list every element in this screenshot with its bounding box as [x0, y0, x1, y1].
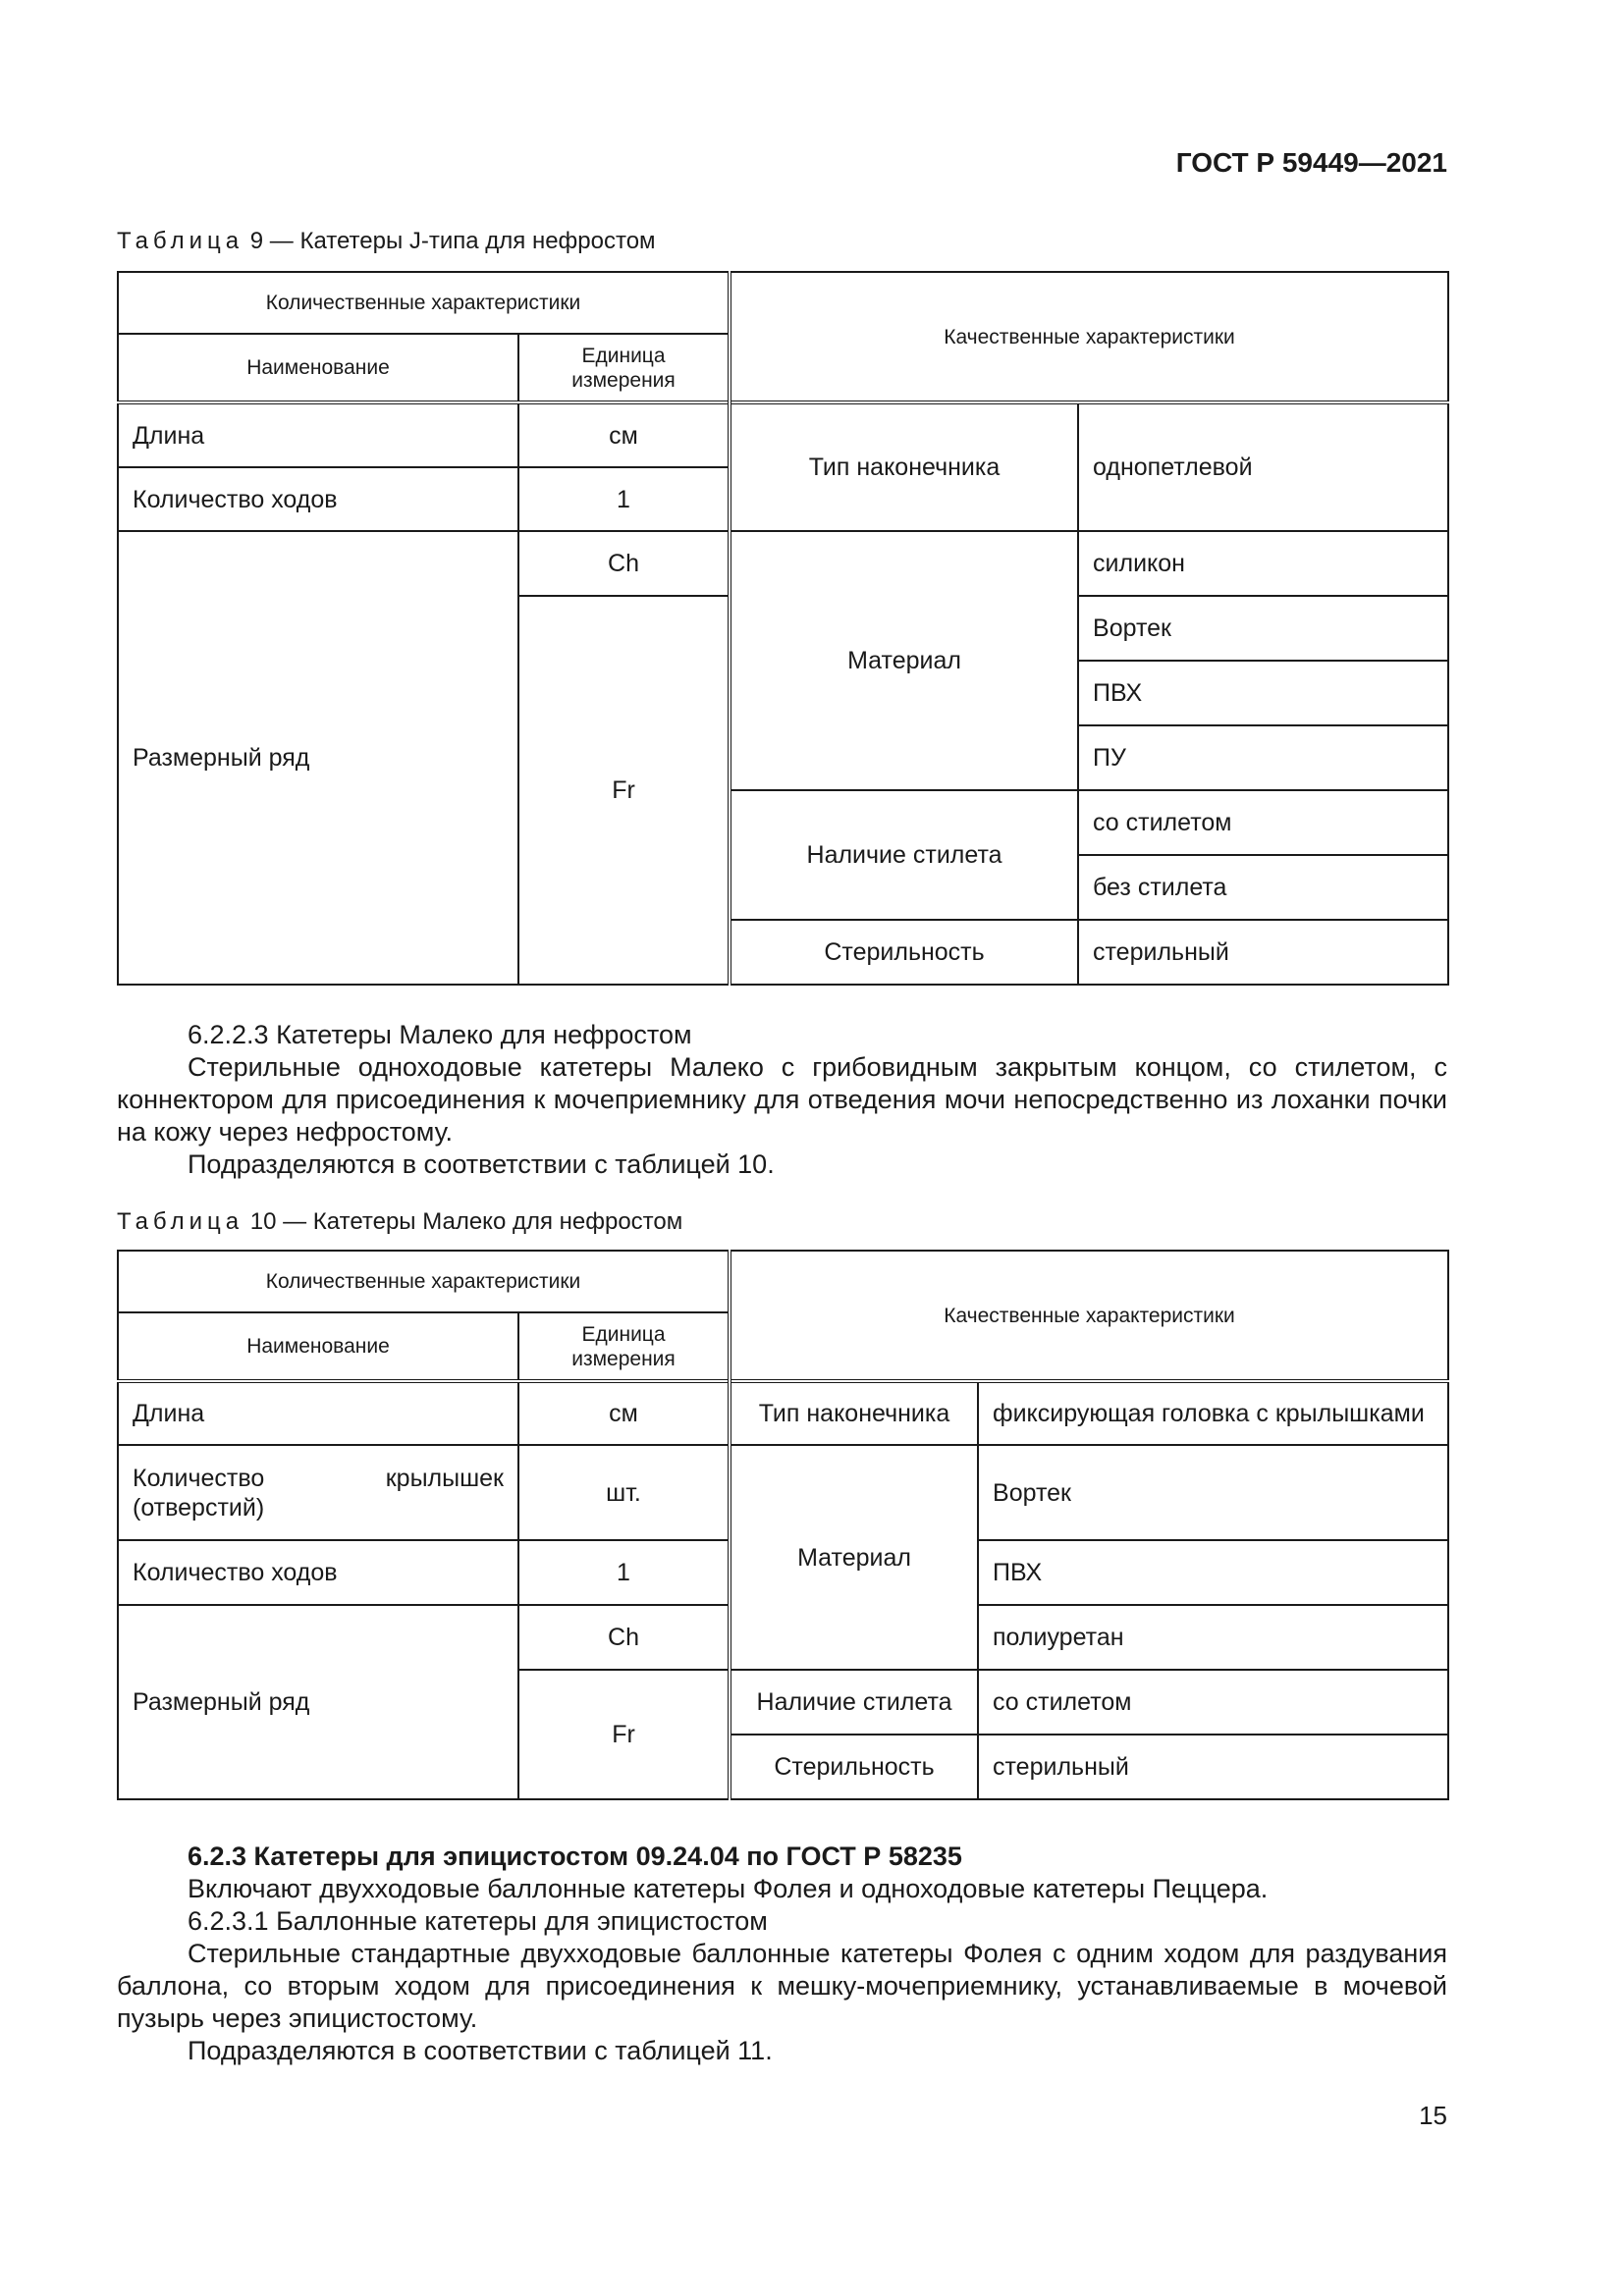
table9-channels-label: Количество ходов	[118, 467, 518, 531]
section-6-2-3-1-text: Стерильные стандартные двухходовые баллонные катетеры Фолея с одним ходом для раздувания баллона, со вторым ходом для присоединения к мешку-мочеприемнику, устанавливаемые в мочевой пузырь через эпицистостому.	[117, 1939, 1447, 2033]
table9-channels-unit: 1	[518, 467, 730, 531]
table9-size-label: Размерный ряд	[118, 531, 518, 985]
table9-stylet-without: без стилета	[1078, 855, 1448, 920]
section-6-2-3-1-heading: 6.2.3.1 Баллонные катетеры для эпицистостом	[188, 1906, 768, 1936]
table9-material-pu: ПУ	[1078, 725, 1448, 790]
table9-tip-value: однопетлевой	[1078, 402, 1448, 531]
table10-stylet-value: со стилетом	[978, 1670, 1448, 1735]
table9-material-silicone: силикон	[1078, 531, 1448, 596]
table9-qual-header: Качественные характеристики	[730, 272, 1448, 402]
table10-caption-word: Таблица	[117, 1208, 244, 1235]
table10-caption-text: 10 — Катетеры Малеко для нефростом	[244, 1208, 683, 1235]
table10-size-label: Размерный ряд	[118, 1605, 518, 1799]
table10-channels-unit: 1	[518, 1540, 730, 1605]
table10-size-ch: Ch	[518, 1605, 730, 1670]
table9-material-vortek: Вортек	[1078, 596, 1448, 661]
table10-tip-label: Тип наконечника	[730, 1381, 978, 1445]
table10-tip-value: фиксирующая головка с крылышками	[978, 1381, 1448, 1445]
table9-unit-header: Единица измерения	[518, 334, 730, 402]
table9-caption-text: 9 — Катетеры J-типа для нефростом	[244, 228, 656, 254]
table10-material-vortek: Вортек	[978, 1445, 1448, 1540]
table9-name-header: Наименование	[118, 334, 518, 402]
table9-sterility-value: стерильный	[1078, 920, 1448, 985]
table9	[117, 271, 1449, 986]
table10-material-polyurethane: полиуретан	[978, 1605, 1448, 1670]
section-6-2-3-1-reference: Подразделяются в соответствии с таблицей 11.	[188, 2036, 773, 2065]
table9-size-fr: Fr	[518, 596, 730, 985]
table10-unit-header: Единица измерения	[518, 1312, 730, 1381]
table9-material-pvc: ПВХ	[1078, 661, 1448, 725]
section-6-2-3-heading: 6.2.3 Катетеры для эпицистостом 09.24.04 по ГОСТ Р 58235	[188, 1842, 962, 1871]
document-code: ГОСТ Р 59449—2021	[1175, 147, 1447, 178]
table10-qual-header: Качественные характеристики	[730, 1251, 1448, 1381]
table10-wings-label: Количество крылышек (отверстий)	[118, 1445, 518, 1540]
table9-size-ch: Ch	[518, 531, 730, 596]
section-6-2-3-intro: Включают двухходовые баллонные катетеры Фолея и одноходовые катетеры Пеццера.	[188, 1874, 1269, 1903]
table9-stylet-label: Наличие стилета	[730, 790, 1078, 920]
section-6-2-2-3-heading: 6.2.2.3 Катетеры Малеко для нефростом	[188, 1020, 692, 1049]
table10-name-header: Наименование	[118, 1312, 518, 1381]
table9-tip-label: Тип наконечника	[730, 402, 1078, 531]
table10-length-label: Длина	[118, 1381, 518, 1445]
section-6-2-2-3-reference: Подразделяются в соответствии с таблицей 10.	[188, 1149, 775, 1179]
table10-sterility-label: Стерильность	[730, 1735, 978, 1799]
table9-caption	[117, 228, 656, 255]
page-number: 15	[1419, 2101, 1447, 2130]
table9-length-label: Длина	[118, 402, 518, 467]
table10-sterility-value: стерильный	[978, 1735, 1448, 1799]
table10-quant-header: Количественные характеристики	[118, 1251, 730, 1312]
table9-material-label: Материал	[730, 531, 1078, 790]
table10-material-label: Материал	[730, 1445, 978, 1670]
table9-sterility-label: Стерильность	[730, 920, 1078, 985]
table9-caption-word: Таблица	[117, 228, 244, 254]
section-6-2-2-3	[117, 1019, 1447, 1181]
table10-length-unit: см	[518, 1381, 730, 1445]
table10	[117, 1250, 1449, 1800]
table9-quant-header: Количественные характеристики	[118, 272, 730, 334]
table10-caption	[117, 1208, 682, 1236]
section-6-2-3	[117, 1841, 1447, 2067]
section-6-2-2-3-text: Стерильные одноходовые катетеры Малеко с грибовидным закрытым концом, со стилетом, с коннектором для присоединения к мочеприемнику для отведения мочи непосредственно из лоханки почки на кожу через нефростому.	[117, 1052, 1447, 1147]
table10-material-pvc: ПВХ	[978, 1540, 1448, 1605]
table9-stylet-with: со стилетом	[1078, 790, 1448, 855]
table10-size-fr: Fr	[518, 1670, 730, 1799]
table10-channels-label: Количество ходов	[118, 1540, 518, 1605]
table10-stylet-label: Наличие стилета	[730, 1670, 978, 1735]
table9-length-unit: см	[518, 402, 730, 467]
table10-wings-unit: шт.	[518, 1445, 730, 1540]
